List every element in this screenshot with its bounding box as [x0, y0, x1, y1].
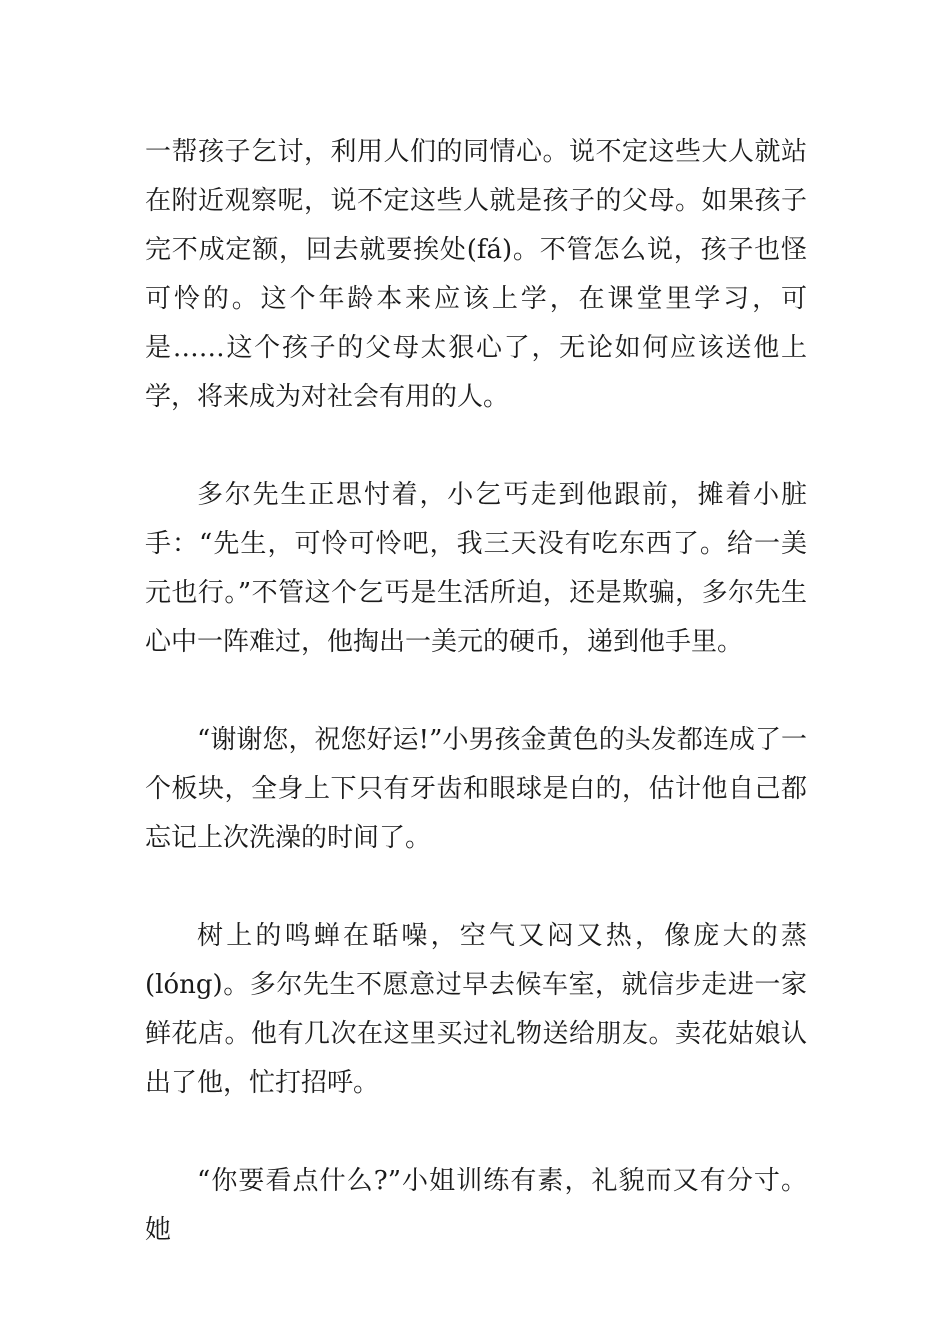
document-page	[145, 128, 807, 1255]
paragraph-spacer	[145, 667, 807, 716]
paragraph-2: 多尔先生正思忖着，小乞丐走到他跟前，摊着小脏手：“先生，可怜可怜吧，我三天没有吃东西了。给一美元也行。”不管这个乞丐是生活所迫，还是欺骗，多尔先生心中一阵难过，他掏出一美元的硬币，递到他手里。	[145, 480, 807, 657]
paragraph-5: “你要看点什么?”小姐训练有素，礼貌而又有分寸。她	[145, 1166, 807, 1245]
paragraph-1: 一帮孩子乞讨，利用人们的同情心。说不定这些大人就站在附近观察呢，说不定这些人就是孩子的父母。如果孩子完不成定额，回去就要挨处(fá)。不管怎么说，孩子也怪可怜的。这个年龄本来应该上学，在课堂里学习，可是……这个孩子的父母太狠心了，无论如何应该送他上学，将来成为对社会有用的人。	[145, 137, 807, 412]
paragraph-spacer	[145, 422, 807, 471]
paragraph-4: 树上的鸣蝉在聒噪，空气又闷又热，像庞大的蒸(lóng)。多尔先生不愿意过早去候车室，就信步走进一家鲜花店。他有几次在这里买过礼物送给朋友。卖花姑娘认出了他，忙打招呼。	[145, 921, 807, 1098]
paragraph-3: “谢谢您，祝您好运!”小男孩金黄色的头发都连成了一个板块，全身上下只有牙齿和眼球是白的，估计他自己都忘记上次洗澡的时间了。	[145, 725, 807, 853]
paragraph-spacer	[145, 863, 807, 912]
paragraph-spacer	[145, 1108, 807, 1157]
